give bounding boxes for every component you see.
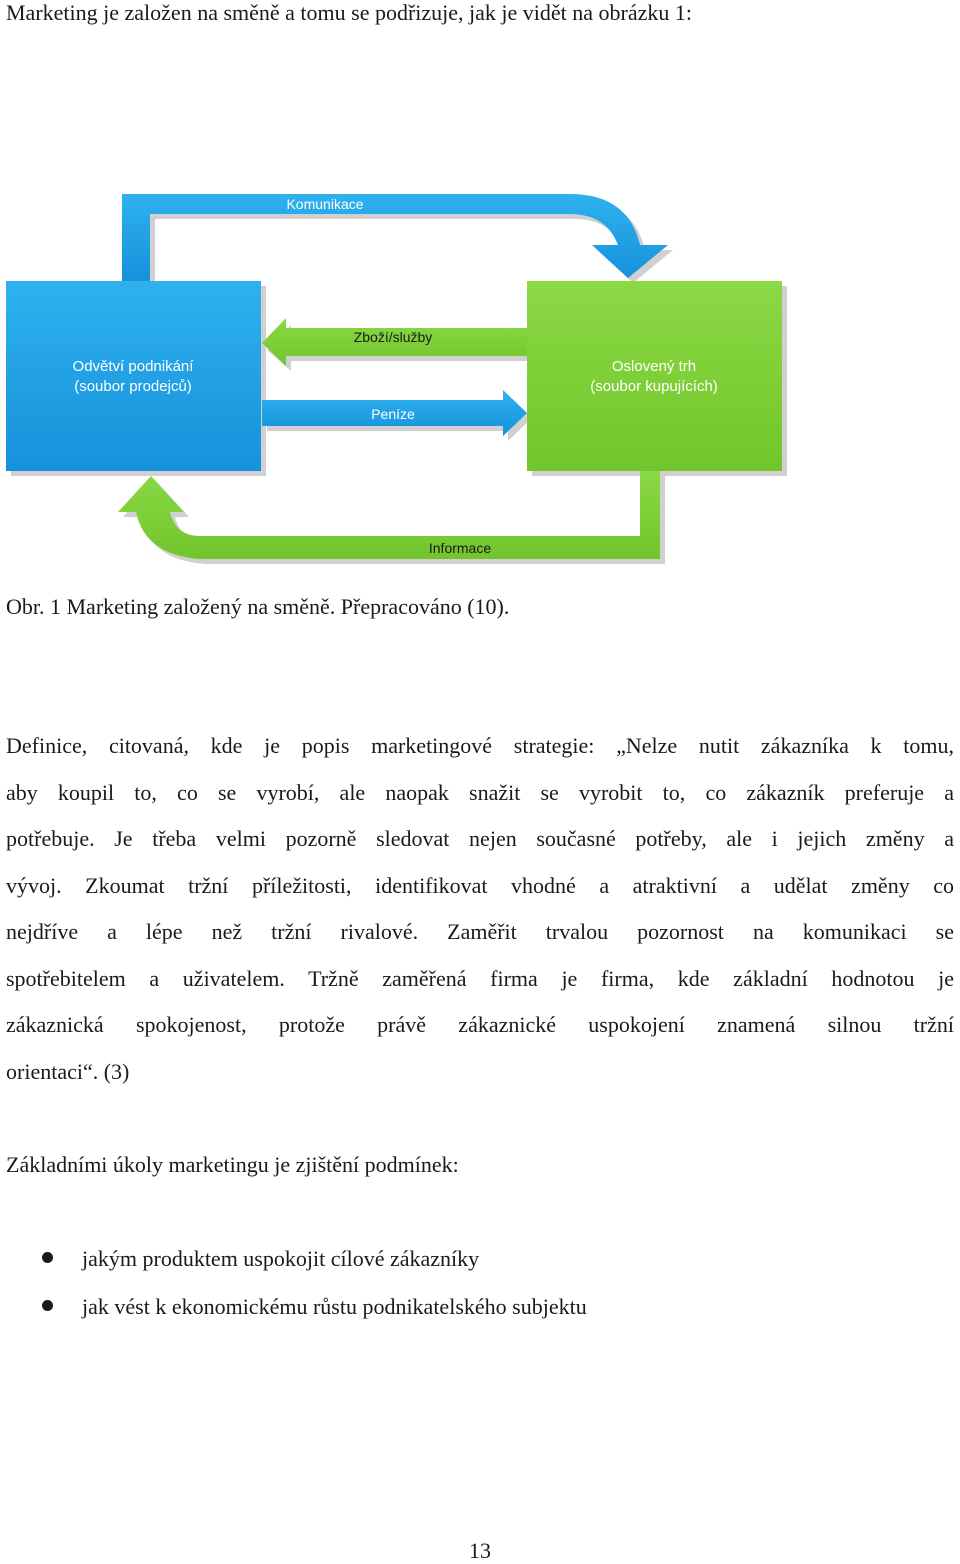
sellers-box: [6, 281, 261, 471]
paragraph-line: Definice, citovaná, kde je popis marketingové strategie: „Nelze nutit zákazníka k tomu,: [6, 733, 954, 758]
intro-line: Marketing je založen na směně a tomu se podřizuje, jak je vidět na obrázku 1:: [6, 0, 693, 25]
page-number: 13: [469, 1538, 491, 1563]
sellers-box-label: Odvětví podnikání: [72, 358, 194, 375]
figure-caption: Obr. 1 Marketing založený na směně. Přepracováno (10).: [6, 594, 510, 619]
sellers-box-sublabel: (soubor prodejců): [74, 378, 192, 395]
paragraph-line: zákaznická spokojenost, protože právě zákaznické uspokojení znamená silnou tržní: [6, 1012, 954, 1037]
paragraph-line: aby koupil to, co se vyrobí, ale naopak snažit se vyrobit to, co zákazník preferuje a: [6, 780, 954, 805]
list-item-text: jakým produktem uspokojit cílové zákazníky: [82, 1246, 480, 1271]
paragraph-line: orientaci“. (3): [6, 1059, 130, 1084]
information-label: Informace: [428, 540, 492, 556]
market-box-sublabel: (soubor kupujících): [590, 378, 718, 395]
paragraph-line: vývoj. Zkoumat tržní příležitosti, identifikovat vhodné a atraktivní a udělat změny co: [6, 873, 954, 898]
communication-arrow: [122, 194, 668, 281]
market-box: [527, 281, 782, 471]
bullet-icon: [42, 1300, 53, 1311]
market-box-label: Oslovený trh: [611, 358, 697, 375]
goods-services-label: Zboží/služby: [353, 329, 433, 345]
paragraph-line: spotřebitelem a uživatelem. Tržně zaměřená firma je firma, kde základní hodnotou je: [6, 966, 954, 991]
list-item-text: jak vést k ekonomickému růstu podnikatelského subjektu: [82, 1294, 587, 1319]
paragraph-line: potřebuje. Je třeba velmi pozorně sledovat nejen současné potřeby, ale i jejich změny a: [6, 826, 954, 851]
tasks-heading: Základními úkoly marketingu je zjištění podmínek:: [6, 1152, 459, 1177]
money-label: Peníze: [371, 406, 415, 422]
bullet-icon: [42, 1252, 53, 1263]
communication-label: Komunikace: [286, 196, 364, 212]
information-arrow: [118, 471, 660, 559]
marketing-exchange-diagram: [0, 185, 960, 575]
paragraph-line: nejdříve a lépe než tržní rivalové. Zaměřit trvalou pozornost na komunikaci se: [6, 919, 954, 944]
